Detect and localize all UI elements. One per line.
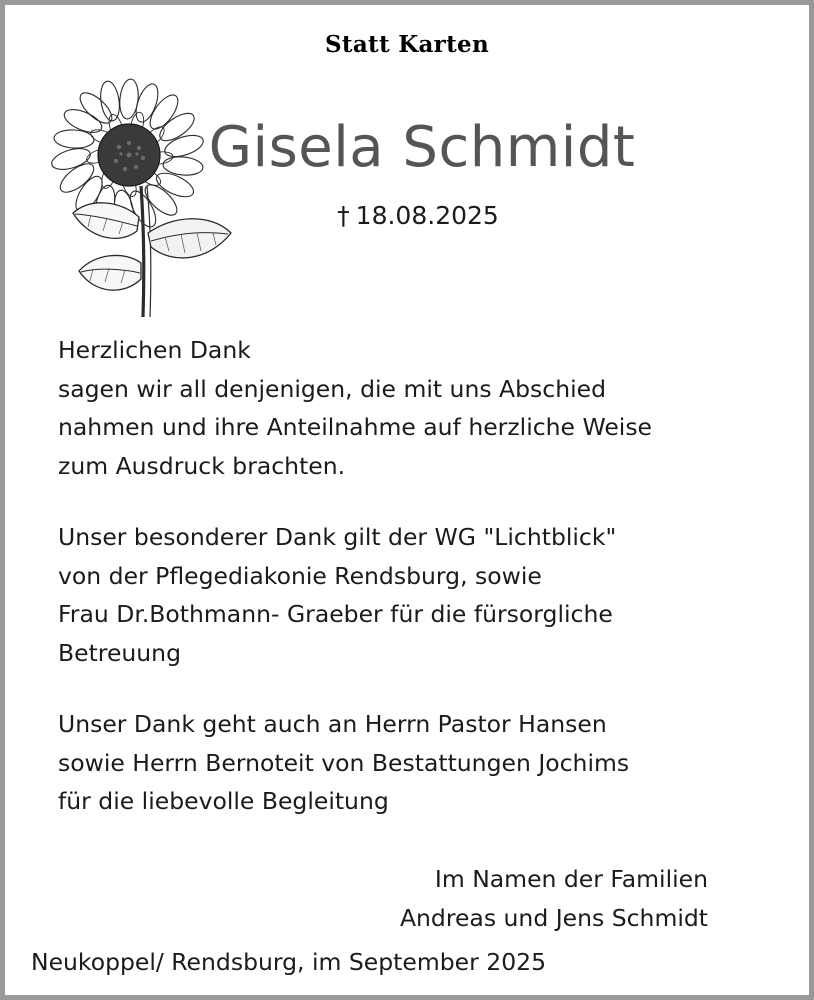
signature-line: Im Namen der Familien	[434, 865, 708, 893]
paragraph-2	[58, 518, 758, 672]
paragraph-1	[58, 331, 758, 485]
date-text: 18.08.2025	[355, 201, 499, 230]
thank-you-text	[58, 331, 758, 821]
place-and-date-footer: Neukoppel/ Rendsburg, im September 2025	[31, 948, 547, 976]
sunflower-icon	[33, 55, 243, 320]
text-line: Herzlichen Dank	[58, 336, 251, 364]
text-line: Frau Dr.Bothmann- Graeber für die fürsorgliche	[58, 600, 613, 628]
signature-block	[5, 860, 708, 937]
text-line: Unser besonderer Dank gilt der WG "Lichtblick"	[58, 523, 617, 551]
text-line: für die liebevolle Begleitung	[58, 787, 389, 815]
text-line: sowie Herrn Bernoteit von Bestattungen Jochims	[58, 748, 630, 777]
text-line: Unser Dank geht auch an Herrn Pastor Hansen	[58, 710, 607, 738]
text-line: nahmen und ihre Anteilnahme auf herzliche Weise	[58, 413, 653, 441]
card-heading: Statt Karten	[325, 31, 489, 58]
card-inner	[5, 5, 809, 995]
text-line: von der Pflegediakonie Rendsburg, sowie	[58, 561, 542, 590]
cross-icon: †	[337, 201, 350, 230]
paragraph-3	[58, 705, 758, 821]
text-line: zum Ausdruck brachten.	[58, 451, 346, 480]
date-of-death	[5, 201, 809, 230]
text-line: sagen wir all denjenigen, die mit uns Abschied	[58, 374, 607, 403]
deceased-name: Gisela Schmidt	[208, 115, 636, 180]
signature-line: Andreas und Jens Schmidt	[399, 903, 708, 932]
text-line: Betreuung	[58, 638, 181, 667]
